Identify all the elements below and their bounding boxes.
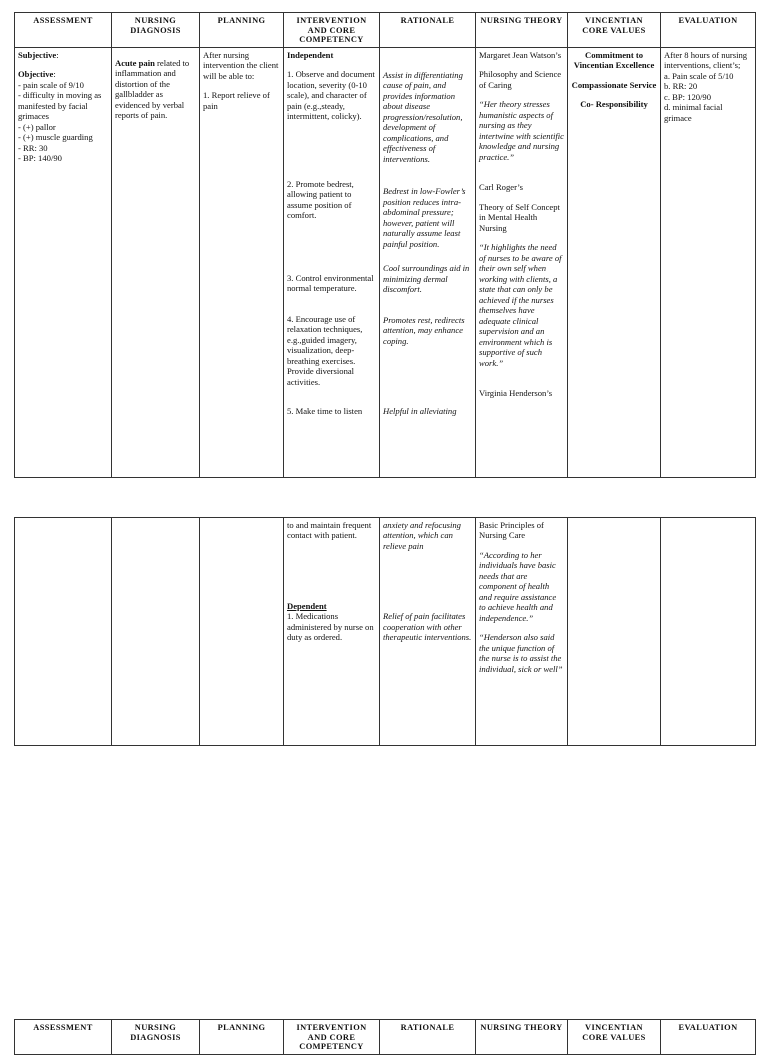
values-cell <box>568 47 661 477</box>
value-1: Commitment to Vincentian Excellence <box>573 49 655 71</box>
header-row <box>15 1020 756 1055</box>
intervention-3: 3. Control environmental normal temperature. <box>287 272 374 294</box>
theory-3-quote-1: “According to her individuals have basic needs that are component of health and require assistance to achieve health and independence.” <box>479 549 557 623</box>
planning-goal: 1. Report relieve of pain <box>203 90 270 111</box>
dependent-label: Dependent <box>287 600 327 611</box>
care-plan-table-page-3 <box>14 1019 756 1055</box>
evaluation-cell <box>661 47 756 477</box>
header-rationale: RATIONALE <box>380 13 476 48</box>
care-plan-row <box>15 47 756 477</box>
theory-2-title: Theory of Self Concept in Mental Health Nursing <box>479 201 560 233</box>
values-cell <box>568 518 661 746</box>
rationale-2: Bedrest in low-Fowler’s position reduces intra-abdominal pressure; however, patient will naturally assume least painful position. <box>383 186 466 249</box>
assessment-item: - (+) pallor <box>18 121 56 132</box>
header-evaluation: EVALUATION <box>661 13 756 48</box>
intervention-1: 1. Observe and document location, severity (0-10 scale), and character of pain (e.g.,steady, intermittent, colicky). <box>287 69 375 122</box>
header-vincentian-core-values: VINCENTIAN CORE VALUES <box>568 1020 661 1055</box>
rationale-5-cont: anxiety and refocusing attention, which can relieve pain <box>383 520 461 551</box>
care-plan-table-page-2 <box>14 517 756 746</box>
header-intervention: INTERVENTION AND CORE COMPETENCY <box>284 13 380 48</box>
rationale-cell <box>380 518 476 746</box>
value-3: Co- Responsibility <box>580 99 648 110</box>
evaluation-d: d. minimal facial grimace <box>664 102 723 123</box>
rationale-1: Assist in differentiating cause of pain, and provides information about disease progression/resolution, development of complications, and effectiveness of interventions. <box>383 69 463 164</box>
header-nursing-theory: NURSING THEORY <box>476 1020 568 1055</box>
theory-cell <box>476 518 568 746</box>
evaluation-intro: After 8 hours of nursing interventions, client’s; <box>664 49 748 71</box>
care-plan-row <box>15 518 756 746</box>
theory-1-title: Philosophy and Science of Caring <box>479 69 562 90</box>
intervention-5: 5. Make time to listen <box>287 406 363 417</box>
diagnosis-cell <box>112 518 200 746</box>
value-2: Compassionate Service <box>571 79 657 90</box>
evaluation-cell <box>661 518 756 746</box>
subjective-label: Subjective <box>18 49 57 60</box>
planning-cell <box>200 47 284 477</box>
dependent-1: 1. Medications administered by nurse on duty as ordered. <box>287 611 374 643</box>
rationale-5: Helpful in alleviating <box>383 406 457 417</box>
evaluation-c: c. BP: 120/90 <box>664 91 712 102</box>
theory-3-name: Virginia Henderson’s <box>479 388 553 399</box>
diagnosis-label: Acute pain <box>115 57 155 68</box>
planning-intro: After nursing intervention the client will be able to: <box>203 49 279 81</box>
header-planning: PLANNING <box>200 1020 284 1055</box>
rationale-4: Promotes rest, redirects attention, may enhance coping. <box>383 314 465 346</box>
theory-2-name: Carl Roger’s <box>479 182 523 193</box>
header-vincentian-core-values: VINCENTIAN CORE VALUES <box>568 13 661 48</box>
header-planning: PLANNING <box>200 13 284 48</box>
assessment-item: - difficulty in moving as manifested by facial grimaces <box>18 90 102 122</box>
intervention-cell <box>284 47 380 477</box>
intervention-cell <box>284 518 380 746</box>
header-nursing-theory: NURSING THEORY <box>476 13 568 48</box>
theory-3-quote-2: “Henderson also said the unique function of the nurse is to assist the individual, sick or well” <box>479 632 563 674</box>
theory-1-name: Margaret Jean Watson’s <box>479 49 562 60</box>
objective-label: Objective <box>18 69 54 80</box>
header-assessment: ASSESSMENT <box>15 13 112 48</box>
evaluation-b: b. RR: 20 <box>664 81 698 92</box>
assessment-cell <box>15 518 112 746</box>
theory-1-quote: “Her theory stresses humanistic aspects of nursing as they intertwine with scientific knowledge and nursing practice.” <box>479 99 564 162</box>
intervention-4: 4. Encourage use of relaxation techniques, e.g.,guided imagery, visualization, deep-breathing exercises. Provide diversional activities. <box>287 313 363 387</box>
diagnosis-text: related to inflammation and distortion of the gallbladder as evidenced by verbal reports of pain. <box>115 57 190 121</box>
rationale-3: Cool surroundings aid in minimizing dermal discomfort. <box>383 263 470 295</box>
assessment-cell: Subjective: Objective: - pain scale of 9/10 - difficulty in moving as manifested by facial grimaces - (+) pallor - (+) muscle guarding - RR: 30 - BP: 140/90 <box>15 47 112 477</box>
assessment-item: - pain scale of 9/10 <box>18 79 84 90</box>
intervention-5-cont: to and maintain frequent contact with patient. <box>287 520 372 541</box>
care-plan-table-page-1 <box>14 12 756 478</box>
header-nursing-diagnosis: NURSING DIAGNOSIS <box>112 13 200 48</box>
theory-cell <box>476 47 568 477</box>
header-evaluation: EVALUATION <box>661 1020 756 1055</box>
theory-2-quote: “It highlights the need of nurses to be aware of their own self when working with clients, a state that can only be achieved if the nurses themselves have adequate clinical supervision and an environment which is supportive of such work.” <box>479 242 562 368</box>
header-intervention: INTERVENTION AND CORE COMPETENCY <box>284 1020 380 1055</box>
assessment-item: - BP: 140/90 <box>18 153 62 164</box>
theory-3-title: Basic Principles of Nursing Care <box>479 520 544 541</box>
rationale-dependent-1: Relief of pain facilitates cooperation with other therapeutic interventions. <box>383 611 472 643</box>
assessment-item: - RR: 30 <box>18 142 48 153</box>
header-rationale: RATIONALE <box>380 1020 476 1055</box>
assessment-item: - (+) muscle guarding <box>18 132 93 143</box>
planning-cell <box>200 518 284 746</box>
header-nursing-diagnosis: NURSING DIAGNOSIS <box>112 1020 200 1055</box>
header-row <box>15 13 756 48</box>
evaluation-a: a. Pain scale of 5/10 <box>664 70 734 81</box>
diagnosis-cell <box>112 47 200 477</box>
header-assessment: ASSESSMENT <box>15 1020 112 1055</box>
intervention-2: 2. Promote bedrest, allowing patient to assume position of comfort. <box>287 178 354 221</box>
independent-label: Independent <box>287 49 334 60</box>
rationale-cell <box>380 47 476 477</box>
